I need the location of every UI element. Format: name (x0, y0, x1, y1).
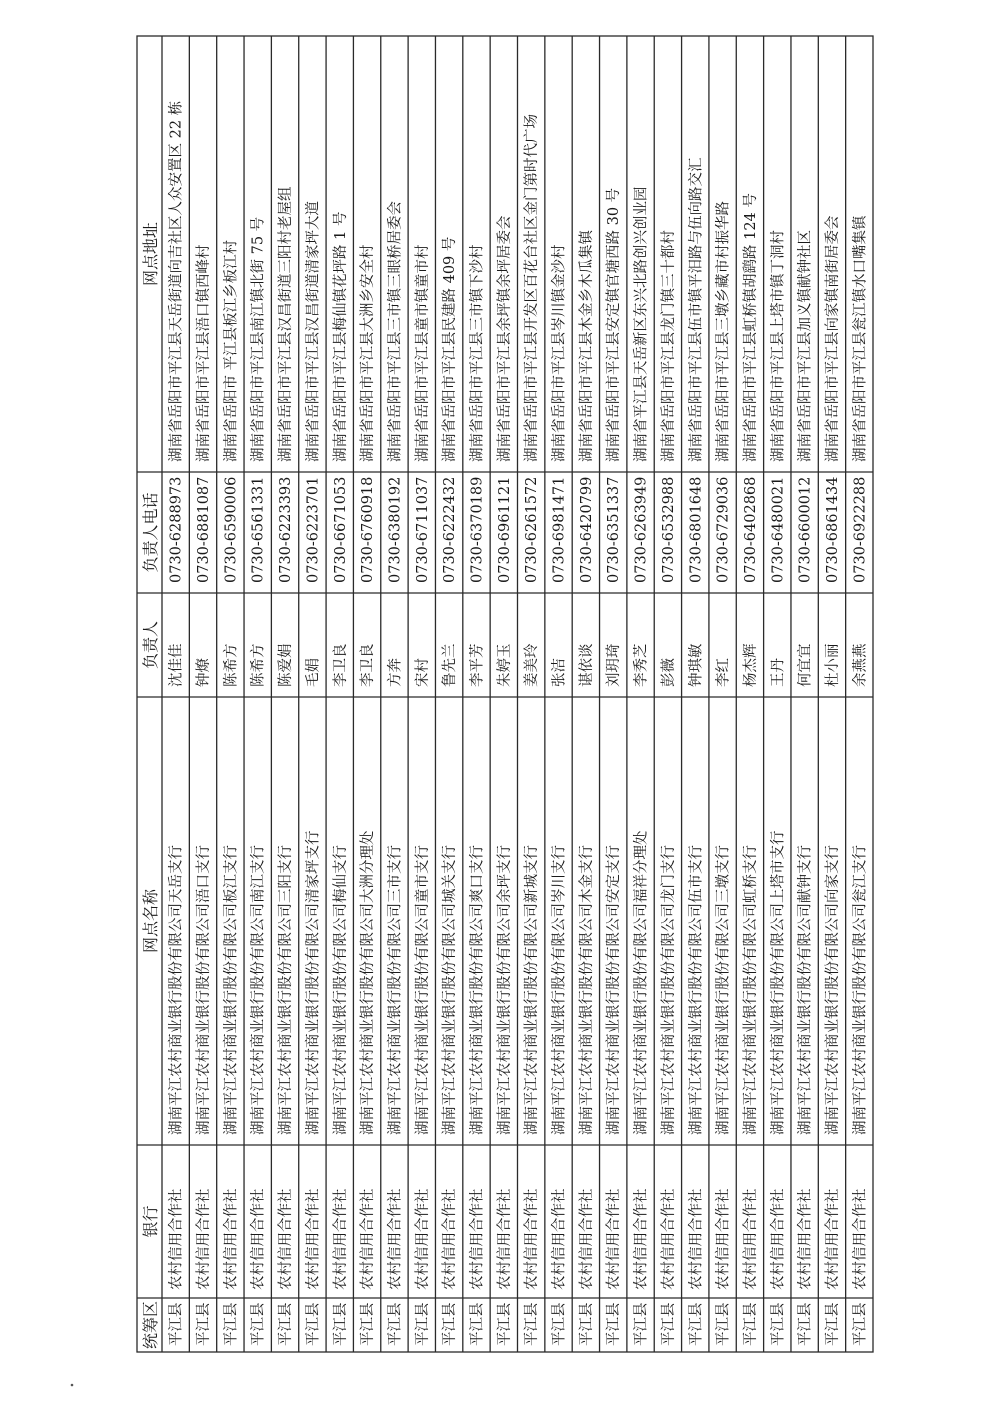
cell-bank: 农村信用合作社 (742, 1188, 759, 1290)
cell-bank: 农村信用合作社 (414, 1188, 431, 1290)
cell-bank: 农村信用合作社 (332, 1188, 349, 1290)
cell-manager: 李平芳 (469, 643, 486, 687)
cell-phone: 0730-6402868 (742, 476, 759, 583)
cell-district: 平江县 (824, 1302, 841, 1346)
cell-district: 平江县 (852, 1302, 869, 1346)
cell-manager: 李秀芝 (633, 643, 650, 687)
cell-outlet: 湖南平江农村商业银行股份有限公司三阳支行 (278, 845, 295, 1135)
cell-phone: 0730-6861434 (824, 476, 841, 583)
cell-district: 平江县 (797, 1302, 814, 1346)
cell-phone: 0730-6711037 (414, 476, 431, 583)
cell-address: 湖南省岳阳市平江县开发区百花台社区金门第时代广场 (524, 114, 541, 462)
cell-phone: 0730-6532988 (660, 476, 677, 583)
cell-address: 湖南省岳阳市平江县上塔市镇丁洞村 (770, 230, 787, 462)
header-phone: 负责人电话 (141, 492, 160, 573)
cell-phone: 0730-6801648 (688, 476, 705, 583)
cell-outlet: 湖南平江农村商业银行股份有限公司献钟支行 (797, 845, 814, 1135)
cell-district: 平江县 (715, 1302, 732, 1346)
cell-phone: 0730-6223393 (278, 476, 295, 583)
cell-address: 湖南省岳阳市平江县伍市镇平汨路与伍向路交汇 (688, 157, 705, 462)
cell-outlet: 湖南平江农村商业银行股份有限公司伍市支行 (688, 845, 705, 1135)
cell-district: 平江县 (360, 1302, 377, 1346)
cell-address: 湖南省岳阳市平江县木金乡木瓜集镇 (578, 230, 595, 462)
cell-bank: 农村信用合作社 (578, 1188, 595, 1290)
cell-bank: 农村信用合作社 (496, 1188, 513, 1290)
cell-outlet: 湖南平江农村商业银行股份有限公司向家支行 (824, 845, 841, 1135)
cell-manager: 余燕燕 (852, 643, 869, 687)
cell-address: 湖南省岳阳市平江县虹桥镇胡鹞路 124 号 (742, 193, 759, 462)
cell-phone: 0730-6370189 (469, 476, 486, 583)
cell-manager: 宋村 (414, 658, 431, 687)
cell-outlet: 湖南平江农村商业银行股份有限公司浯口支行 (196, 845, 213, 1135)
cell-bank: 农村信用合作社 (551, 1188, 568, 1290)
cell-address: 湖南省岳阳市平江县汉昌街道清家坪大道 (305, 201, 322, 462)
cell-outlet: 湖南平江农村商业银行股份有限公司福祥分理处 (633, 830, 650, 1135)
cell-district: 平江县 (250, 1302, 267, 1346)
cell-phone: 0730-6222432 (442, 476, 459, 583)
cell-phone: 0730-6922288 (852, 476, 869, 583)
cell-phone: 0730-6420799 (578, 476, 595, 583)
cell-phone: 0730-6561331 (250, 476, 267, 583)
cell-address: 湖南省岳阳市平江县龙门镇三十都村 (660, 230, 677, 462)
cell-phone: 0730-6760918 (360, 476, 377, 583)
cell-district: 平江县 (688, 1302, 705, 1346)
cell-manager: 刘玥琦 (606, 643, 623, 687)
cell-phone: 0730-6671053 (332, 476, 349, 583)
cell-bank: 农村信用合作社 (168, 1188, 185, 1290)
cell-outlet: 湖南平江农村商业银行股份有限公司瓮江支行 (852, 845, 869, 1135)
cell-manager: 鲁先兰 (442, 643, 459, 687)
cell-address: 湖南省岳阳市平江县南江镇北街 75 号 (250, 216, 267, 462)
cell-address: 湖南省岳阳市平江县加义镇献钟社区 (797, 230, 814, 462)
cell-district: 平江县 (196, 1302, 213, 1346)
cell-outlet: 湖南平江农村商业银行股份有限公司安定支行 (606, 845, 623, 1135)
cell-bank: 农村信用合作社 (715, 1188, 732, 1290)
cell-phone: 0730-6288973 (168, 476, 185, 583)
cell-outlet: 湖南平江农村商业银行股份有限公司新城支行 (524, 845, 541, 1135)
cell-manager: 李卫良 (360, 643, 377, 687)
cell-district: 平江县 (551, 1302, 568, 1346)
cell-district: 平江县 (442, 1302, 459, 1346)
cell-bank: 农村信用合作社 (387, 1188, 404, 1290)
cell-district: 平江县 (496, 1302, 513, 1346)
cell-phone: 0730-6881087 (196, 476, 213, 583)
cell-district: 平江县 (578, 1302, 595, 1346)
cell-outlet: 湖南平江农村商业银行股份有限公司上塔市支行 (770, 830, 787, 1135)
cell-phone: 0730-6981471 (551, 476, 568, 583)
cell-address: 湖南省岳阳市平江县民建路 409 号 (442, 236, 459, 462)
cell-address: 湖南省岳阳市平江县安定镇官塘西路 30 号 (606, 187, 623, 462)
cell-district: 平江县 (524, 1302, 541, 1346)
cell-phone: 0730-6261572 (524, 476, 541, 583)
cell-manager: 杜小丽 (824, 643, 841, 687)
cell-address: 湖南省岳阳市平江县大洲乡安全村 (360, 244, 377, 462)
cell-address: 湖南省岳阳市平江县三墩乡藏市村振华路 (715, 201, 732, 462)
cell-district: 平江县 (742, 1302, 759, 1346)
cell-outlet: 湖南平江农村商业银行股份有限公司板江支行 (223, 845, 240, 1135)
cell-bank: 农村信用合作社 (442, 1188, 459, 1290)
cell-manager: 陈爱娟 (278, 643, 295, 687)
cell-manager: 方奔 (387, 658, 404, 687)
cell-outlet: 湖南平江农村商业银行股份有限公司梅仙支行 (332, 845, 349, 1135)
cell-bank: 农村信用合作社 (524, 1188, 541, 1290)
header-bank: 银行 (141, 1205, 160, 1238)
cell-manager: 陈希方 (223, 643, 240, 687)
cell-address: 湖南省岳阳市平江县浯口镇西峰村 (196, 244, 213, 462)
header-outlet: 网点名称 (141, 888, 160, 954)
cell-manager: 姜美玲 (524, 643, 541, 687)
cell-outlet: 湖南平江农村商业银行股份有限公司天岳支行 (168, 845, 185, 1135)
cell-bank: 农村信用合作社 (852, 1188, 869, 1290)
cell-district: 平江县 (305, 1302, 322, 1346)
cell-bank: 农村信用合作社 (770, 1188, 787, 1290)
cell-outlet: 湖南平江农村商业银行股份有限公司南江支行 (250, 845, 267, 1135)
cell-manager: 何宜宜 (797, 643, 814, 687)
cell-outlet: 湖南平江农村商业银行股份有限公司岑川支行 (551, 845, 568, 1135)
scan-dot (71, 1384, 74, 1387)
cell-district: 平江县 (223, 1302, 240, 1346)
cell-outlet: 湖南平江农村商业银行股份有限公司大洲分理处 (360, 830, 377, 1135)
cell-outlet: 湖南平江农村商业银行股份有限公司龙门支行 (660, 845, 677, 1135)
cell-address: 湖南省岳阳市平江县向家镇南街居委会 (824, 215, 841, 462)
cell-manager: 李卫良 (332, 643, 349, 687)
cell-manager: 彭薇 (660, 658, 677, 687)
cell-address: 湖南省岳阳市平江县汉昌街道三阳村老屋组 (278, 186, 295, 462)
cell-outlet: 湖南平江农村商业银行股份有限公司三墩支行 (715, 845, 732, 1135)
cell-address: 湖南省平江县天岳新区东兴北路创兴创业园 (633, 186, 650, 462)
cell-phone: 0730-6480021 (770, 476, 787, 583)
cell-address: 湖南省岳阳市平江县梅仙镇花坪路 1 号 (332, 211, 349, 462)
cell-manager: 杨杰辉 (742, 643, 759, 687)
cell-address: 湖南省岳阳市 平江县板江乡板江村 (223, 239, 240, 462)
cell-address: 湖南省岳阳市平江县瓮江镇水口嘴集镇 (852, 215, 869, 462)
cell-bank: 农村信用合作社 (278, 1188, 295, 1290)
cell-outlet: 湖南平江农村商业银行股份有限公司清家坪支行 (305, 830, 322, 1135)
cell-manager: 钟琪敏 (688, 643, 705, 687)
cell-manager: 李红 (715, 658, 732, 687)
cell-outlet: 湖南平江农村商业银行股份有限公司童市支行 (414, 845, 431, 1135)
cell-manager: 张洁 (551, 658, 568, 687)
cell-address: 湖南省岳阳市平江县三市镇三眼桥居委会 (387, 201, 404, 462)
cell-address: 湖南省岳阳市平江县童市镇童市村 (414, 244, 431, 462)
cell-phone: 0730-6263949 (633, 476, 650, 583)
cell-phone: 0730-6223701 (305, 476, 322, 583)
cell-outlet: 湖南平江农村商业银行股份有限公司三市支行 (387, 845, 404, 1135)
cell-phone: 0730-6380192 (387, 476, 404, 583)
cell-district: 平江县 (606, 1302, 623, 1346)
cell-bank: 农村信用合作社 (633, 1188, 650, 1290)
cell-bank: 农村信用合作社 (606, 1188, 623, 1290)
cell-outlet: 湖南平江农村商业银行股份有限公司虹桥支行 (742, 845, 759, 1135)
cell-district: 平江县 (387, 1302, 404, 1346)
cell-address: 湖南省岳阳市平江县余坪镇余坪居委会 (496, 215, 513, 462)
header-address: 网点地址 (141, 221, 160, 287)
cell-manager: 谌依谈 (578, 643, 595, 687)
cell-district: 平江县 (633, 1302, 650, 1346)
cell-district: 平江县 (660, 1302, 677, 1346)
cell-outlet: 湖南平江农村商业银行股份有限公司余坪支行 (496, 845, 513, 1135)
cell-district: 平江县 (770, 1302, 787, 1346)
cell-phone: 0730-6600012 (797, 476, 814, 583)
cell-phone: 0730-6961121 (496, 476, 513, 583)
cell-bank: 农村信用合作社 (824, 1188, 841, 1290)
cell-bank: 农村信用合作社 (305, 1188, 322, 1290)
cell-manager: 陈希方 (250, 643, 267, 687)
cell-phone: 0730-6729036 (715, 476, 732, 583)
cell-bank: 农村信用合作社 (688, 1188, 705, 1290)
cell-outlet: 湖南平江农村商业银行股份有限公司爽口支行 (469, 845, 486, 1135)
cell-address: 湖南省岳阳市平江县天岳街道向吉社区人众安置区 22 栋 (168, 100, 185, 462)
cell-manager: 朱婷玉 (496, 643, 513, 687)
cell-phone: 0730-6590006 (223, 476, 240, 583)
cell-bank: 农村信用合作社 (360, 1188, 377, 1290)
header-district: 统筹区 (141, 1300, 160, 1350)
cell-outlet: 湖南平江农村商业银行股份有限公司城关支行 (442, 845, 459, 1135)
cell-address: 湖南省岳阳市平江县三市镇下沙村 (469, 244, 486, 462)
cell-bank: 农村信用合作社 (797, 1188, 814, 1290)
cell-district: 平江县 (332, 1302, 349, 1346)
cell-bank: 农村信用合作社 (223, 1188, 240, 1290)
header-manager: 负责人 (141, 620, 160, 670)
cell-district: 平江县 (414, 1302, 431, 1346)
cell-bank: 农村信用合作社 (250, 1188, 267, 1290)
cell-district: 平江县 (278, 1302, 295, 1346)
cell-phone: 0730-6351337 (606, 476, 623, 583)
cell-bank: 农村信用合作社 (196, 1188, 213, 1290)
cell-manager: 王丹 (770, 658, 787, 687)
cell-bank: 农村信用合作社 (660, 1188, 677, 1290)
cell-outlet: 湖南平江农村商业银行股份有限公司木金支行 (578, 845, 595, 1135)
cell-district: 平江县 (469, 1302, 486, 1346)
cell-district: 平江县 (168, 1302, 185, 1346)
cell-manager: 沈佳佳 (168, 643, 185, 687)
cell-address: 湖南省岳阳市平江县岑川镇金沙村 (551, 244, 568, 462)
cell-manager: 钟燎 (196, 658, 213, 687)
cell-bank: 农村信用合作社 (469, 1188, 486, 1290)
cell-manager: 毛娟 (305, 658, 322, 687)
